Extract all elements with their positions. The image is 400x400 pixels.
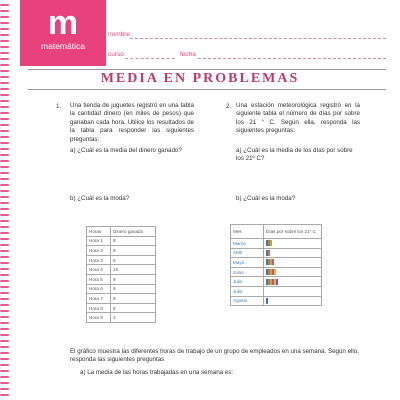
spiral-ring [0, 220, 9, 222]
spiral-ring [0, 268, 9, 270]
problem2-statement: Una estación meteorológica registró en la siguiente tabla el número de días por sobre los 21 ° C. Según ella, responda las siguientes preguntas: [236, 102, 360, 135]
spiral-ring [0, 256, 9, 258]
logo-subject: matemática [41, 41, 85, 51]
hour-cell: Hora 9 [87, 313, 111, 323]
spiral-ring [0, 298, 9, 300]
table-row [231, 239, 322, 249]
table-row [87, 313, 156, 323]
table-row [87, 294, 156, 304]
days-pictogram [264, 258, 322, 268]
money-cell: 8 [111, 236, 156, 246]
spiral-ring [0, 196, 9, 198]
spiral-ring [0, 178, 9, 180]
thermometer-icon [270, 240, 272, 246]
money-cell: 6 [111, 303, 156, 313]
table-header: Dinero ganado [111, 227, 156, 237]
month-cell: Marzo [231, 239, 264, 249]
spiral-ring [0, 346, 9, 348]
notebook-spiral [0, 0, 9, 400]
title-rule-bottom [28, 89, 386, 90]
spiral-ring [0, 286, 9, 288]
spiral-ring [0, 34, 9, 36]
table-row [87, 303, 156, 313]
spiral-ring [0, 334, 9, 336]
spiral-ring [0, 352, 9, 354]
spiral-ring [0, 394, 9, 396]
spiral-ring [0, 46, 9, 48]
thermometer-icon [276, 279, 278, 285]
money-cell: 9 [111, 274, 156, 284]
table-row [87, 274, 156, 284]
spiral-ring [0, 100, 9, 102]
name-field[interactable] [130, 38, 386, 39]
month-cell: Junio [231, 267, 264, 277]
problem1-question-a: a) ¿Cuál es la media del dinero ganado? [70, 147, 182, 154]
spiral-ring [0, 142, 9, 144]
thermometer-icon [268, 250, 270, 256]
table-row [87, 265, 156, 275]
table-row [231, 277, 322, 287]
problem2-question-b: b) ¿Cuál es la moda? [236, 195, 296, 202]
spiral-ring [0, 208, 9, 210]
date-field[interactable] [198, 58, 386, 59]
hour-cell: Hora 7 [87, 294, 111, 304]
name-label: nombre [108, 31, 131, 38]
hour-cell: Hora 6 [87, 284, 111, 294]
spiral-ring [0, 244, 9, 246]
grade-label: 5º básico [40, 56, 73, 65]
spiral-ring [0, 28, 9, 30]
weather-table [230, 224, 322, 306]
title-rule-top [28, 69, 386, 70]
days-pictogram [264, 286, 322, 296]
spiral-ring [0, 364, 9, 366]
spiral-ring [0, 322, 9, 324]
page-title: MEDIA EN PROBLEMAS [100, 71, 300, 86]
money-cell: 3 [111, 313, 156, 323]
course-label: curso [108, 51, 124, 58]
table-row [231, 286, 322, 296]
spiral-ring [0, 10, 9, 12]
spiral-ring [0, 130, 9, 132]
spiral-ring [0, 52, 9, 54]
spiral-ring [0, 310, 9, 312]
month-cell: Julio [231, 286, 264, 296]
table-row [87, 246, 156, 256]
logo-letter: m [47, 4, 79, 42]
spiral-ring [0, 214, 9, 216]
problem1-statement: Una tienda de juguetes registró en una tabla la cantidad dinero (en miles de pesos) que ganaban cada hora. Utilice los resultados de la tabla para responder las siguientes preguntas: [70, 102, 194, 143]
spiral-ring [0, 376, 9, 378]
spiral-ring [0, 262, 9, 264]
spiral-ring [0, 64, 9, 66]
table-row [231, 258, 322, 268]
thermometer-icon [274, 269, 276, 275]
month-cell: Abril [231, 248, 264, 258]
spiral-ring [0, 106, 9, 108]
spiral-ring [0, 250, 9, 252]
table-header: Horas [87, 227, 111, 237]
table-row [87, 236, 156, 246]
spiral-ring [0, 190, 9, 192]
hour-cell: Hora 1 [87, 236, 111, 246]
spiral-ring [0, 280, 9, 282]
spiral-ring [0, 370, 9, 372]
problem3-statement: El gráfico muestra las diferentes horas de trabajo de un grupo de empleados en una semana. Según ello, responda las siguientes preguntas [70, 348, 359, 364]
spiral-ring [0, 232, 9, 234]
spiral-ring [0, 112, 9, 114]
money-cell: 9 [111, 284, 156, 294]
hour-cell: Hora 2 [87, 246, 111, 256]
table-row [231, 296, 322, 306]
spiral-ring [0, 292, 9, 294]
days-pictogram [264, 248, 322, 258]
spiral-ring [0, 172, 9, 174]
spiral-ring [0, 40, 9, 42]
spiral-ring [0, 136, 9, 138]
problem2-question-a: a) ¿Cuál es la media de los días por sobre los 21º C? [236, 147, 353, 163]
money-cell: 10 [111, 265, 156, 275]
spiral-ring [0, 184, 9, 186]
spiral-ring [0, 124, 9, 126]
spiral-ring [0, 226, 9, 228]
problem3-question-a: a) La media de las horas trabajadas en una semana es: [80, 369, 234, 376]
spiral-ring [0, 328, 9, 330]
table-header: Mes [231, 225, 264, 239]
spiral-ring [0, 118, 9, 120]
days-pictogram [264, 267, 322, 277]
table-header: Días por sobre los 21º C [264, 225, 322, 239]
problem2-number: 2. [226, 103, 232, 110]
date-label: fecha [180, 51, 196, 58]
month-cell: Mayo [231, 258, 264, 268]
month-cell: Agosto [231, 296, 264, 306]
days-pictogram [264, 239, 322, 249]
hour-cell: Hora 5 [87, 274, 111, 284]
spiral-ring [0, 166, 9, 168]
money-cell: 9 [111, 246, 156, 256]
money-table [86, 226, 156, 323]
problem1-question-b: b) ¿Cuál es la moda? [70, 195, 130, 202]
spiral-ring [0, 358, 9, 360]
hour-cell: Hora 4 [87, 265, 111, 275]
hour-cell: Hora 8 [87, 303, 111, 313]
days-pictogram [264, 277, 322, 287]
thermometer-icon [266, 298, 268, 304]
spiral-ring [0, 340, 9, 342]
spiral-ring [0, 202, 9, 204]
spiral-ring [0, 316, 9, 318]
spiral-ring [0, 22, 9, 24]
spiral-ring [0, 154, 9, 156]
spiral-ring [0, 94, 9, 96]
table-row [87, 255, 156, 265]
spiral-ring [0, 4, 9, 6]
course-field[interactable] [125, 58, 175, 59]
spiral-ring [0, 58, 9, 60]
month-cell: Julio [231, 277, 264, 287]
problem1-number: 1. [56, 103, 62, 110]
spiral-ring [0, 382, 9, 384]
table-row [87, 284, 156, 294]
spiral-ring [0, 160, 9, 162]
days-pictogram [264, 296, 322, 306]
money-cell: 9 [111, 294, 156, 304]
spiral-ring [0, 388, 9, 390]
spiral-ring [0, 238, 9, 240]
spiral-ring [0, 274, 9, 276]
table-row [231, 267, 322, 277]
table-row [231, 248, 322, 258]
thermometer-icon [272, 259, 274, 265]
spiral-ring [0, 16, 9, 18]
spiral-ring [0, 148, 9, 150]
hour-cell: Hora 3 [87, 255, 111, 265]
money-cell: 5 [111, 255, 156, 265]
spiral-ring [0, 304, 9, 306]
spiral-ring [0, 88, 9, 90]
